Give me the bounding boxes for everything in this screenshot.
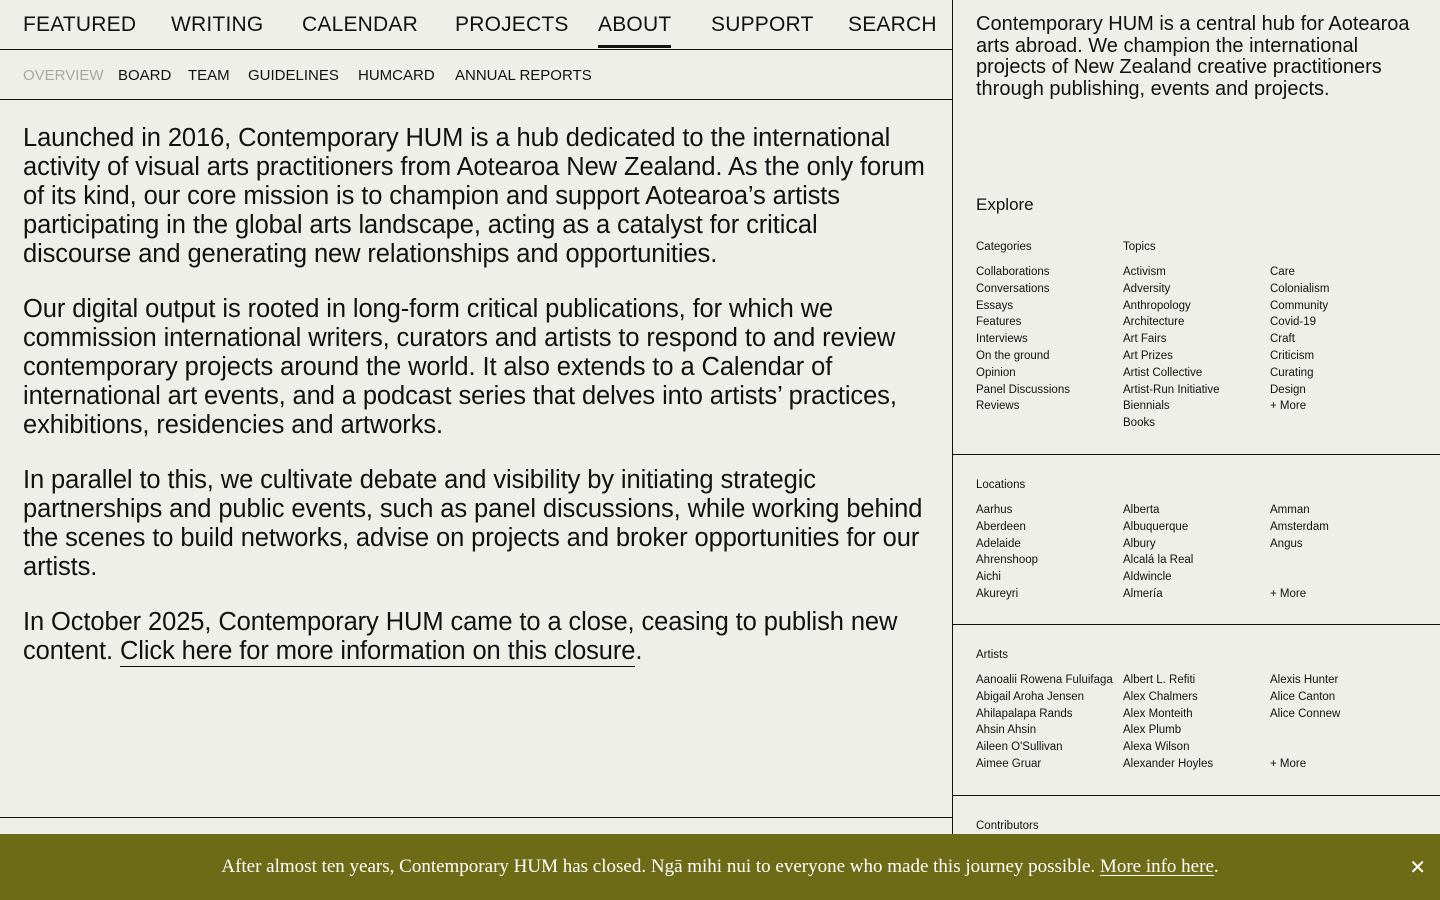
location-item[interactable]: Alberta (1123, 504, 1160, 516)
nav-projects[interactable]: PROJECTS (455, 13, 569, 36)
topic-item[interactable]: Covid-19 (1270, 316, 1317, 329)
topic-item[interactable]: Biennials (1123, 400, 1170, 413)
artist-item[interactable]: Albert L. Refiti (1123, 674, 1196, 686)
artists-column (976, 648, 1121, 773)
artist-item[interactable]: Alice Connew (1270, 707, 1341, 720)
location-item[interactable]: Adelaide (976, 537, 1021, 550)
artist-item[interactable]: Alexis Hunter (1270, 674, 1339, 686)
topic-item[interactable]: Artist-Run Initiative (1123, 383, 1220, 396)
location-item[interactable]: Albuquerque (1123, 520, 1189, 533)
location-item[interactable]: Amsterdam (1270, 520, 1329, 533)
location-item[interactable]: Aarhus (976, 504, 1013, 516)
category-item[interactable]: On the ground (976, 349, 1050, 362)
topic-item[interactable]: Adversity (1123, 282, 1171, 295)
topic-item[interactable]: Artist Collective (1123, 366, 1203, 379)
close-icon[interactable]: ✕ (1409, 855, 1426, 879)
location-item[interactable]: Ahrenshoop (976, 554, 1039, 567)
topics-more-link[interactable]: + More (1270, 400, 1307, 413)
topic-item[interactable]: Colonialism (1270, 282, 1330, 295)
artist-item[interactable]: Ahsin Ahsin (976, 724, 1037, 737)
topic-item[interactable]: Anthropology (1123, 299, 1191, 312)
artists-more-link[interactable]: + More (1270, 757, 1307, 770)
location-item[interactable]: Alcalá la Real (1123, 554, 1194, 567)
category-item[interactable]: Panel Discussions (976, 383, 1070, 396)
explore-title: Explore (976, 195, 1034, 214)
topics-column (1123, 240, 1268, 432)
artist-item[interactable]: Abigail Aroha Jensen (976, 690, 1085, 703)
about-content (23, 124, 928, 692)
categories-column (976, 240, 1121, 415)
topic-item[interactable]: Books (1123, 417, 1155, 430)
topic-item[interactable]: Care (1270, 266, 1295, 278)
paragraph-4 (23, 608, 928, 666)
sub-nav (0, 50, 952, 100)
artist-item[interactable]: Alice Canton (1270, 690, 1336, 703)
categories-heading: Categories (976, 241, 1032, 253)
subnav-board[interactable]: BOARD (118, 67, 172, 84)
category-item[interactable]: Conversations (976, 282, 1050, 295)
closure-banner (0, 834, 1440, 900)
artists-column-3 (1270, 672, 1415, 773)
subnav-team[interactable]: TEAM (188, 67, 230, 84)
locations-column-2 (1123, 502, 1268, 603)
nav-search[interactable]: SEARCH (848, 13, 937, 36)
category-item[interactable]: Features (976, 316, 1022, 329)
artists-heading: Artists (976, 649, 1008, 661)
subnav-humcard[interactable]: HUMCARD (358, 67, 435, 84)
topic-item[interactable]: Architecture (1123, 316, 1185, 329)
category-item[interactable]: Collaborations (976, 266, 1050, 278)
topics-heading: Topics (1123, 241, 1156, 253)
artist-item[interactable]: Alexander Hoyles (1123, 757, 1214, 770)
paragraph-3: In parallel to this, we cultivate debate and visibility by initiating strategic partnerships and public events, such as panel discussions, while working behind the scenes to build networks, advise on projects and broker opportunities for our artists. (23, 466, 923, 581)
main-nav (0, 0, 952, 50)
artist-item[interactable]: Alex Chalmers (1123, 690, 1198, 703)
banner-end: . (1213, 856, 1219, 877)
subnav-overview[interactable]: OVERVIEW (23, 67, 104, 84)
nav-featured[interactable]: FEATURED (23, 13, 137, 36)
topic-item[interactable]: Craft (1270, 333, 1295, 346)
section-divider (953, 624, 1440, 625)
locations-column (976, 478, 1121, 603)
subnav-annual-reports[interactable]: ANNUAL REPORTS (455, 67, 592, 84)
subnav-guidelines[interactable]: GUIDELINES (248, 67, 339, 84)
nav-about[interactable]: ABOUT (598, 12, 671, 48)
category-item[interactable]: Essays (976, 299, 1014, 312)
artist-item[interactable]: Alex Monteith (1123, 707, 1193, 720)
location-item[interactable]: Akureyri (976, 587, 1019, 600)
banner-more-info-link[interactable]: More info here (1099, 856, 1214, 877)
topic-item[interactable]: Art Prizes (1123, 349, 1173, 362)
topic-item[interactable]: Design (1270, 383, 1306, 396)
locations-column-3 (1270, 502, 1415, 603)
closure-link[interactable]: Click here for more information on this closure (119, 637, 636, 665)
artist-item[interactable]: Ahilapalapa Rands (976, 707, 1073, 720)
artist-item[interactable]: Alex Plumb (1123, 724, 1182, 737)
contributors-heading: Contributors (976, 820, 1039, 832)
location-item[interactable]: Aberdeen (976, 520, 1026, 533)
sidebar (953, 0, 1440, 900)
location-item[interactable]: Amman (1270, 504, 1310, 516)
location-item[interactable]: Aichi (976, 571, 1001, 584)
topic-item[interactable]: Criticism (1270, 349, 1315, 362)
artist-item[interactable]: Aileen O'Sullivan (976, 741, 1063, 754)
closure-text: In October 2025, Contemporary HUM came to a close, ceasing to publish new content. (23, 608, 898, 665)
topic-item[interactable]: Curating (1270, 366, 1314, 379)
topics-column-2 (1270, 264, 1415, 415)
category-item[interactable]: Reviews (976, 400, 1020, 413)
nav-support[interactable]: SUPPORT (711, 13, 814, 36)
artist-item[interactable]: Aanoalii Rowena Fuluifaga (976, 674, 1113, 686)
topic-item[interactable]: Community (1270, 299, 1329, 312)
artists-column-2 (1123, 672, 1268, 773)
location-item[interactable]: Almería (1123, 587, 1163, 600)
banner-text: After almost ten years, Contemporary HUM has closed. Ngā mihi nui to everyone who made this journey possible. (221, 856, 1096, 877)
closure-end: . (635, 637, 643, 665)
artist-item[interactable]: Alexa Wilson (1123, 741, 1190, 754)
sidebar-intro: Contemporary HUM is a central hub for Aotearoa arts abroad. We champion the international projects of New Zealand creative practitioners through publishing, events and projects. (976, 13, 1410, 100)
nav-writing[interactable]: WRITING (171, 13, 264, 36)
topic-item[interactable]: Art Fairs (1123, 333, 1167, 346)
category-item[interactable]: Opinion (976, 366, 1016, 379)
artist-item[interactable]: Aimee Gruar (976, 757, 1042, 770)
footer-divider (0, 817, 953, 818)
section-divider (953, 795, 1440, 796)
location-item[interactable]: Angus (1270, 537, 1303, 550)
category-item[interactable]: Interviews (976, 333, 1028, 346)
section-divider (953, 454, 1440, 455)
topic-item[interactable]: Activism (1123, 266, 1166, 278)
nav-calendar[interactable]: CALENDAR (302, 13, 418, 36)
location-item[interactable]: Albury (1123, 537, 1156, 550)
location-item[interactable]: Aldwincle (1123, 571, 1172, 584)
paragraph-2: Our digital output is rooted in long-form critical publications, for which we commission international writers, curators and artists to respond to and review contemporary projects around the world. It also extends to a Calendar of international art events, and a podcast series that delves into artists’ practices, exhibitions, residencies and artworks. (23, 295, 897, 439)
paragraph-1: Launched in 2016, Contemporary HUM is a hub dedicated to the international activity of visual arts practitioners from Aotearoa New Zealand. As the only forum of its kind, our core mission is to champion and support Aotearoa’s artists participating in the global arts landscape, acting as a catalyst for critical discourse and generating new relationships and opportunities. (23, 124, 925, 268)
locations-heading: Locations (976, 479, 1026, 491)
locations-more-link[interactable]: + More (1270, 587, 1307, 600)
